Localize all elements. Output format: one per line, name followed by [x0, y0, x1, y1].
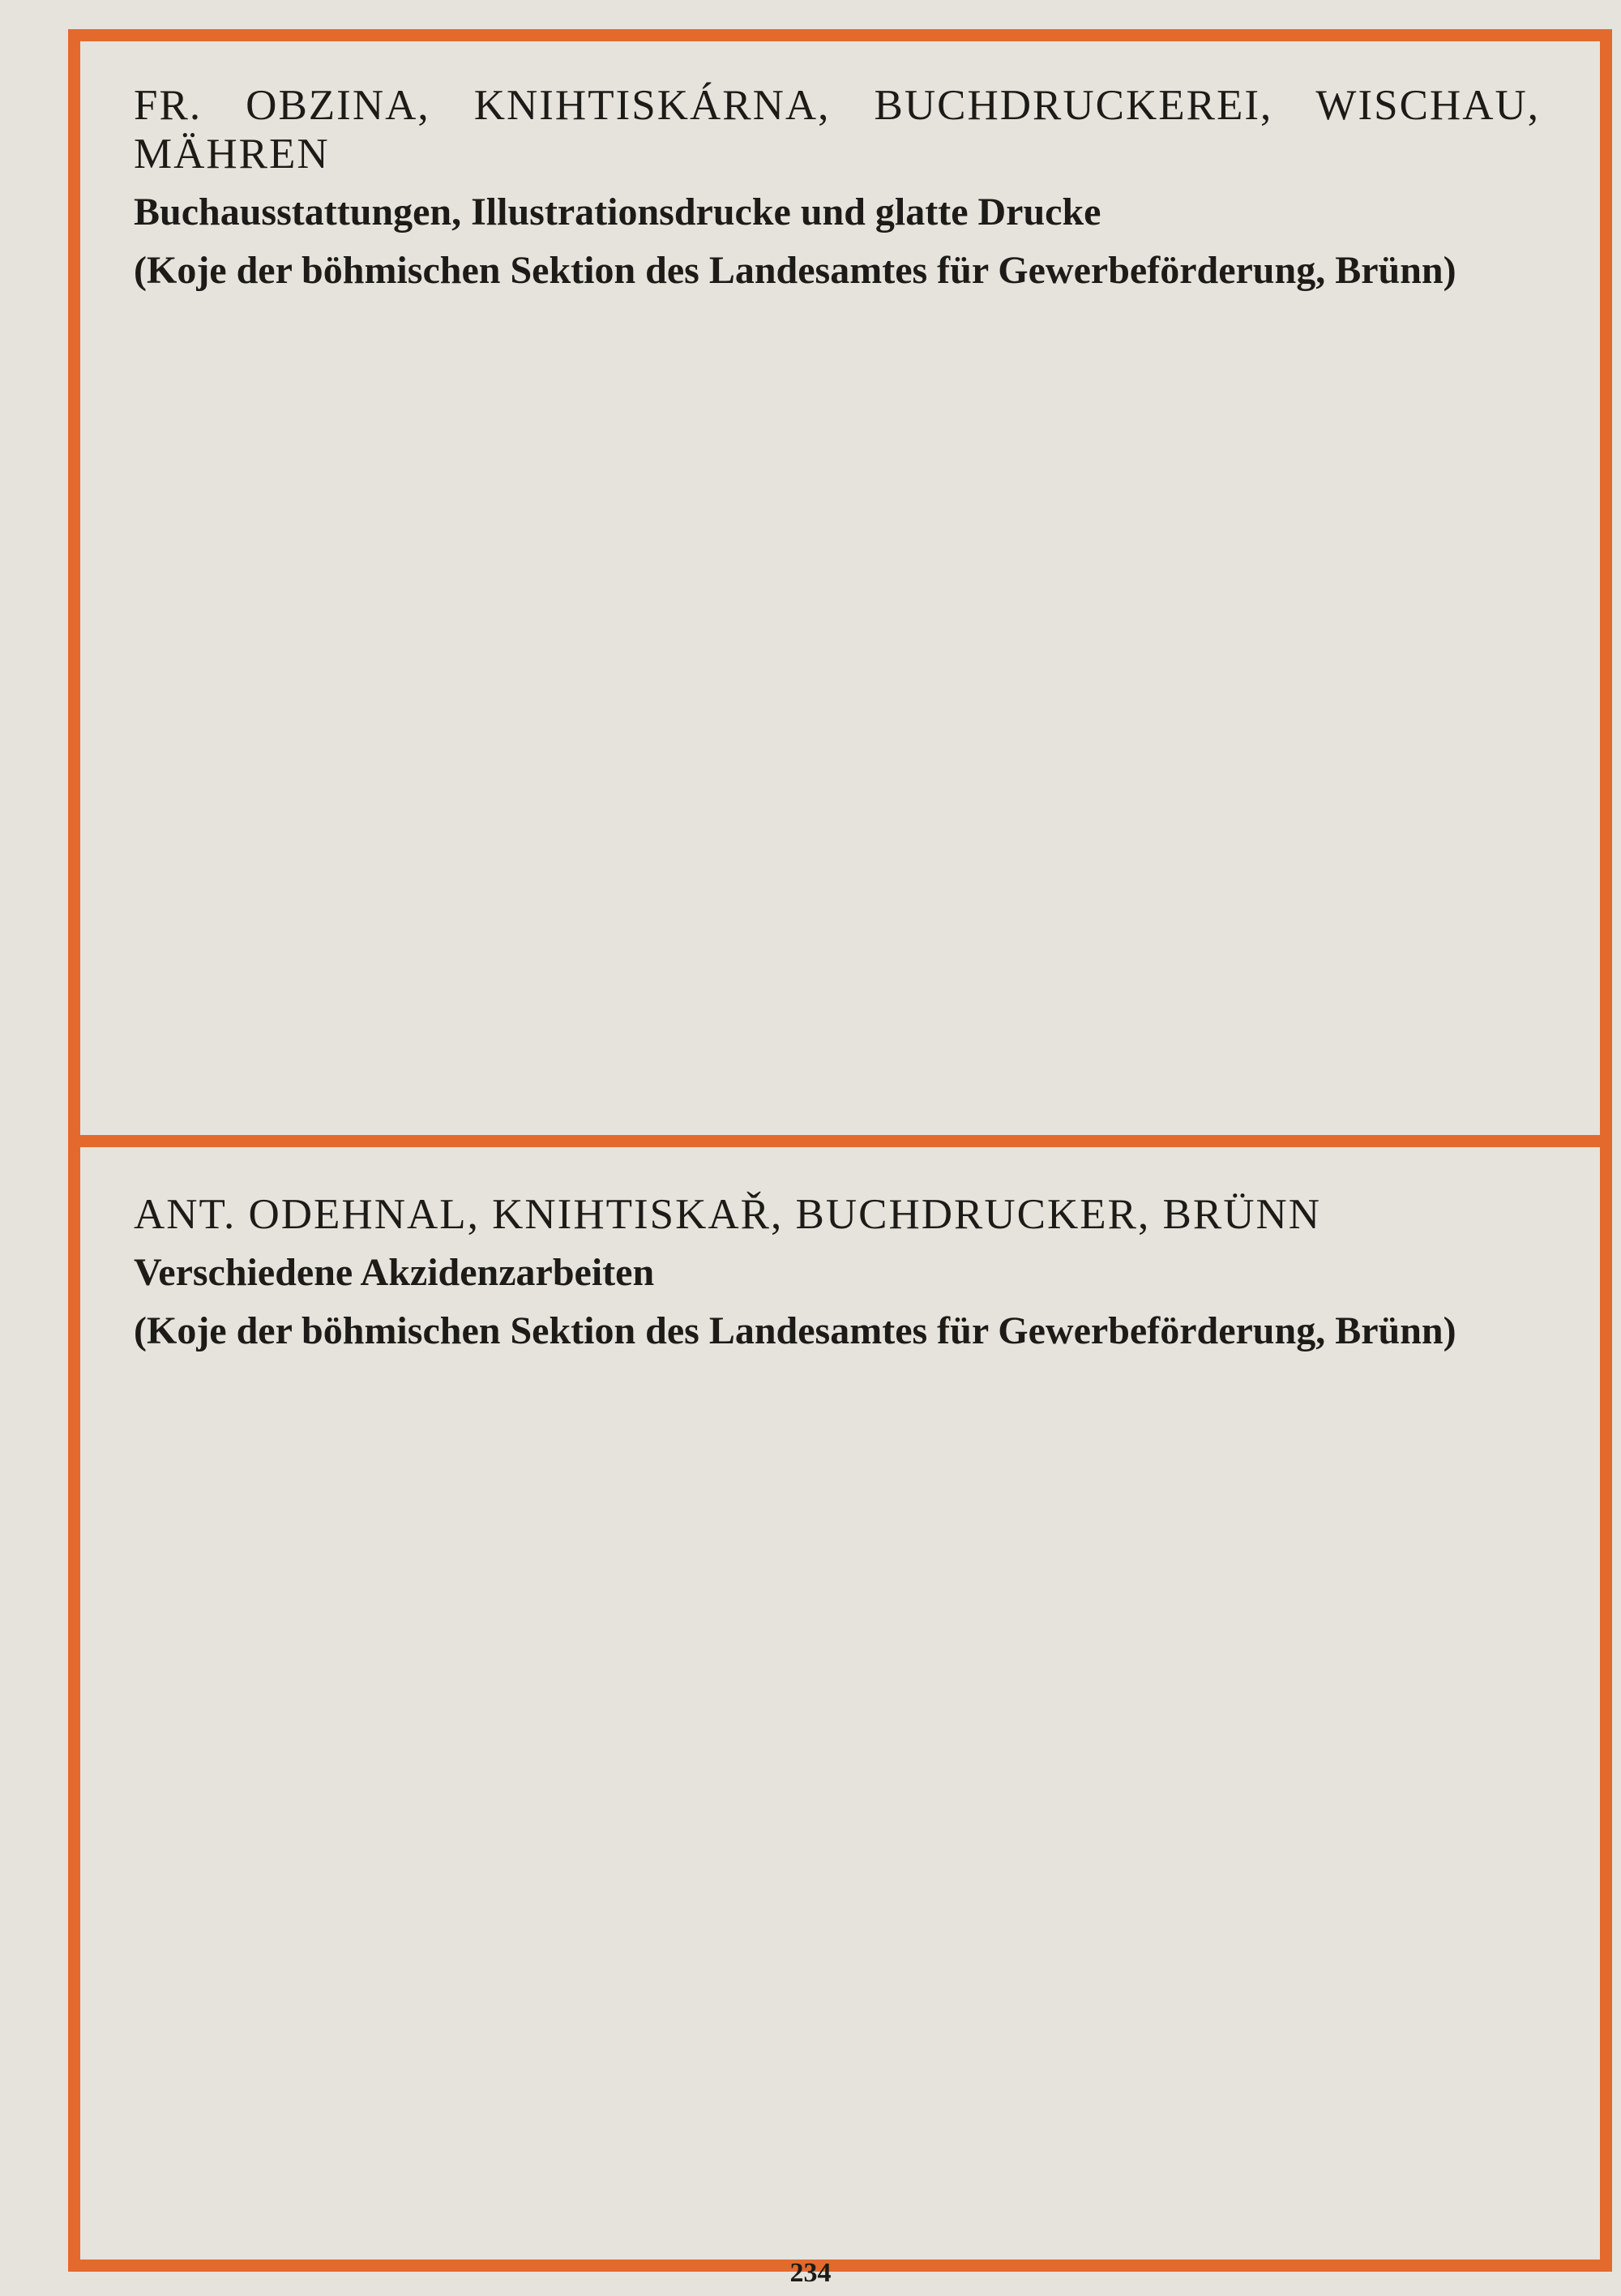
entry-note: (Koje der böhmischen Sektion des Landesamtes für Gewerbeförderung, Brünn) [134, 1309, 1456, 1352]
entry-note: (Koje der böhmischen Sektion des Landesamtes für Gewerbeförderung, Brünn) [134, 249, 1456, 292]
entry-subheading: Verschiedene Akzidenzarbeiten [134, 1251, 655, 1294]
section-divider [68, 1135, 1612, 1147]
entry-heading: FR. OBZINA, KNIHTISKÁRNA, BUCHDRUCKEREI, WISCHAU, MÄHREN [134, 82, 1540, 178]
entry-odehnal [134, 1190, 1540, 1356]
page-number: 234 [789, 2258, 832, 2288]
entry-heading: ANT. ODEHNAL, KNIHTISKAŘ, BUCHDRUCKER, BRÜNN [134, 1191, 1322, 1238]
page-frame [68, 29, 1612, 2272]
entry-obzina [134, 81, 1540, 295]
entry-subheading: Buchausstattungen, Illustrationsdrucke und glatte Drucke [134, 191, 1101, 233]
